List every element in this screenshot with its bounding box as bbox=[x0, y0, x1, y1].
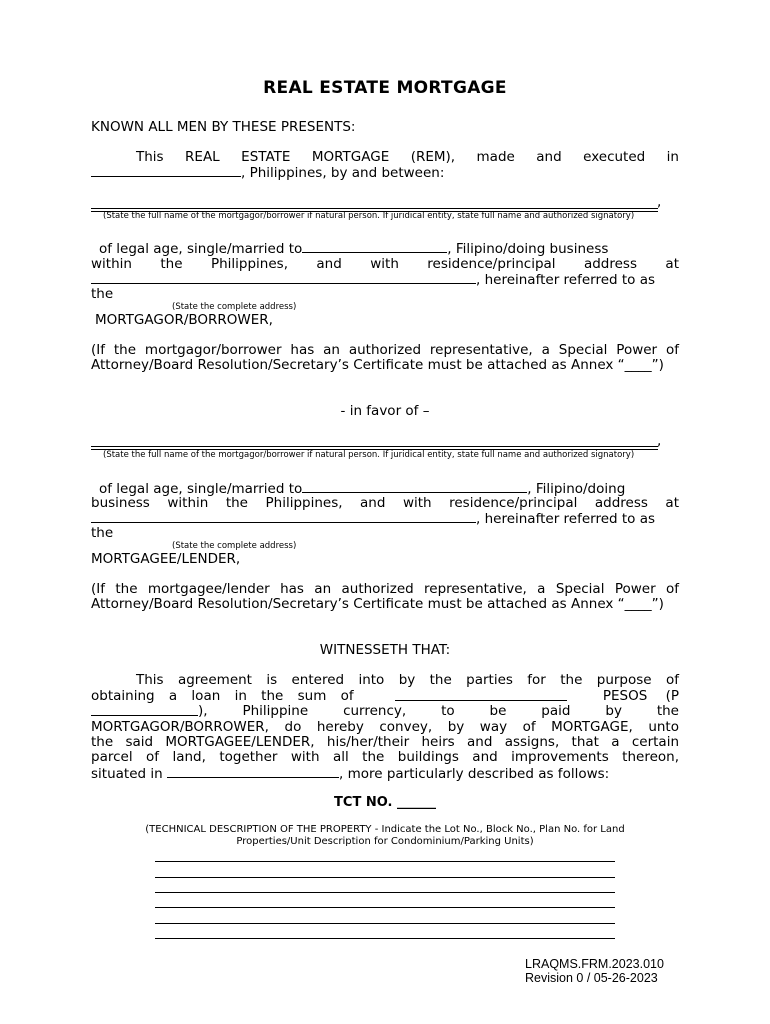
intro-text: KNOWN ALL MEN BY THESE PRESENTS: bbox=[91, 119, 356, 135]
mortgagee-designation: MORTGAGEE/LENDER, bbox=[91, 551, 241, 567]
mortgagee-nationality-text: , Filipino/doing bbox=[527, 481, 626, 497]
mortgagee-civil-status-text: of legal age, single/married to bbox=[99, 481, 303, 497]
agreement-line-2b: PESOS (P bbox=[602, 688, 679, 704]
mortgagor-referred-text: , hereinafter referred to as bbox=[476, 272, 656, 288]
mortgagor-address-hint: (State the complete address) bbox=[172, 302, 297, 312]
place-blank bbox=[91, 165, 241, 177]
mortgagor-address-blank bbox=[91, 272, 476, 284]
tct-number-label: TCT NO. ______ bbox=[334, 795, 436, 810]
comma-mark: , bbox=[657, 194, 662, 210]
technical-description-line bbox=[155, 907, 615, 908]
mortgagor-nationality-text: , Filipino/doing business bbox=[447, 241, 609, 257]
mortgagor-address-text: within the Philippines, and with residence/principal address at bbox=[91, 256, 679, 272]
agreement-line-1: This agreement is entered into by the parties for the purpose of bbox=[136, 672, 679, 688]
loan-amount-figures-blank bbox=[91, 704, 198, 716]
technical-description-hint-2: Properties/Unit Description for Condominium/Parking Units) bbox=[236, 836, 534, 847]
mortgagor-civil-status-text: of legal age, single/married to bbox=[99, 241, 303, 257]
technical-description-line bbox=[155, 861, 615, 862]
agreement-line-3: ), Philippine currency, to be paid by the bbox=[198, 703, 679, 719]
in-favor-of: - in favor of – bbox=[340, 403, 430, 419]
mortgagee-spouse-blank bbox=[302, 481, 527, 493]
opening-line-1: This REAL ESTATE MORTGAGE (REM), made and executed in bbox=[136, 149, 679, 165]
mortgagee-rep-note: (If the mortgagee/lender has an authorized representative, a Special Power of Attorney/Board Resolution/Secretary’s Certificate must be attached as Annex “____”) bbox=[91, 581, 679, 613]
location-blank bbox=[167, 766, 339, 778]
mortgagee-name-line bbox=[91, 446, 658, 447]
opening-line-2: , Philippines, by and between: bbox=[241, 165, 445, 181]
mortgagee-address-hint: (State the complete address) bbox=[172, 541, 297, 551]
technical-description-line bbox=[155, 923, 615, 924]
mortgagor-rep-note: (If the mortgagor/borrower has an authorized representative, a Special Power of Attorney/Board Resolution/Secretary’s Certificate must be attached as Annex “____”) bbox=[91, 342, 679, 374]
revision-text: Revision 0 / 05-26-2023 bbox=[525, 971, 658, 985]
technical-description-hint-1: (TECHNICAL DESCRIPTION OF THE PROPERTY - Indicate the Lot No., Block No., Plan No. for Land bbox=[145, 824, 625, 835]
agreement-line-5: the said MORTGAGEE/LENDER, his/her/their heirs and assigns, that a certain bbox=[91, 734, 679, 750]
mortgagor-name-hint: (State the full name of the mortgagor/borrower if natural person. If juridical entity, state full name and authorized signatory) bbox=[103, 211, 635, 221]
agreement-line-7a: situated in bbox=[91, 766, 163, 782]
agreement-line-4: MORTGAGOR/BORROWER, do hereby convey, by way of MORTGAGE, unto bbox=[91, 719, 679, 735]
mortgagee-referred-text: , hereinafter referred to as bbox=[476, 511, 656, 527]
technical-description-line bbox=[155, 877, 615, 878]
mortgagee-address-text: business within the Philippines, and with residence/principal address at bbox=[91, 495, 679, 511]
mortgagee-the: the bbox=[91, 525, 114, 541]
document-title: REAL ESTATE MORTGAGE bbox=[263, 78, 507, 98]
mortgagor-designation: MORTGAGOR/BORROWER, bbox=[95, 312, 273, 328]
agreement-line-2a: obtaining a loan in the sum of bbox=[91, 688, 354, 704]
agreement-line-6: parcel of land, together with all the buildings and improvements thereon, bbox=[91, 749, 679, 765]
comma-mark-2: , bbox=[657, 433, 662, 449]
form-code: LRAQMS.FRM.2023.010 bbox=[525, 957, 664, 971]
technical-description-line bbox=[155, 938, 615, 939]
agreement-line-7b: , more particularly described as follows: bbox=[338, 766, 610, 782]
mortgagee-address-blank bbox=[91, 511, 476, 523]
mortgagee-name-hint: (State the full name of the mortgagor/borrower if natural person. If juridical entity, state full name and authorized signatory) bbox=[103, 450, 635, 460]
spouse-blank bbox=[302, 241, 447, 253]
mortgagor-the: the bbox=[91, 286, 114, 302]
loan-amount-words-blank bbox=[395, 689, 567, 701]
mortgagor-name-line bbox=[91, 208, 658, 209]
technical-description-line bbox=[155, 892, 615, 893]
witnesseth-heading: WITNESSETH THAT: bbox=[319, 642, 451, 658]
